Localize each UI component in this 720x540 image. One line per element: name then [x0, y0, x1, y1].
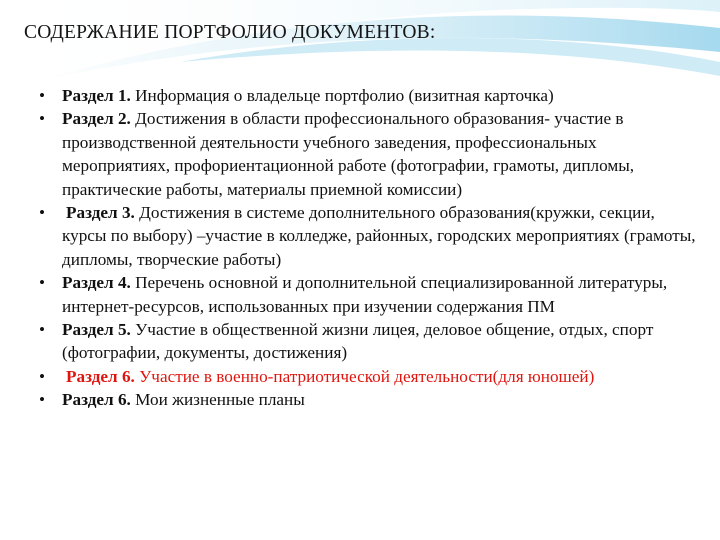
section-label: Раздел 5.	[62, 320, 131, 340]
bullet-icon: •	[39, 109, 46, 129]
page-title: СОДЕРЖАНИЕ ПОРТФОЛИО ДОКУМЕНТОВ:	[24, 22, 436, 43]
section-text: Участие в военно-патриотической деятельности(для юношей)	[134, 366, 595, 386]
section-text: Достижения в системе дополнительного образования(кружки, секции, курсы по выбору) –участие в колледже, районных, городских мероприятиях (грамоты, дипломы, творческие работы)	[62, 203, 696, 269]
list-item	[38, 84, 698, 107]
section-label: Раздел 6.	[62, 390, 131, 410]
section-text: Информация о владельце портфолио (визитная карточка)	[130, 86, 554, 105]
section-text: Мои жизненные планы	[130, 390, 305, 410]
section-label: Раздел 3.	[66, 203, 135, 223]
list-item	[38, 388, 698, 411]
list-item	[38, 201, 698, 271]
bullet-icon: •	[39, 86, 46, 105]
list-item	[38, 318, 698, 365]
section-label: Раздел 6.	[66, 366, 135, 386]
section-text: Участие в общественной жизни лицея, деловое общение, отдых, спорт (фотографии, документы, достижения)	[62, 320, 654, 363]
bullet-icon: •	[39, 320, 46, 340]
list-item	[38, 107, 698, 201]
list-item-highlighted	[38, 365, 698, 388]
section-text: Достижения в области профессионального образования- участие в производственной деятельности учебного заведения, профессиональных мероприятиях, профориентационной работе (фотографии, грамоты, дипломы, практические работы, материалы приемной комиссии)	[62, 109, 635, 199]
section-label: Раздел 4.	[62, 273, 131, 293]
section-label: Раздел 2.	[62, 109, 131, 129]
bullet-icon: •	[39, 273, 46, 293]
bullet-icon: •	[39, 366, 46, 386]
section-label: Раздел 1.	[62, 86, 131, 105]
bullet-icon: •	[39, 390, 46, 410]
section-text: Перечень основной и дополнительной специализированной литературы, интернет-ресурсов, использованных при изучении содержания ПМ	[62, 273, 668, 316]
bullet-icon: •	[39, 203, 46, 223]
content-list	[38, 84, 698, 412]
list-item	[38, 271, 698, 318]
